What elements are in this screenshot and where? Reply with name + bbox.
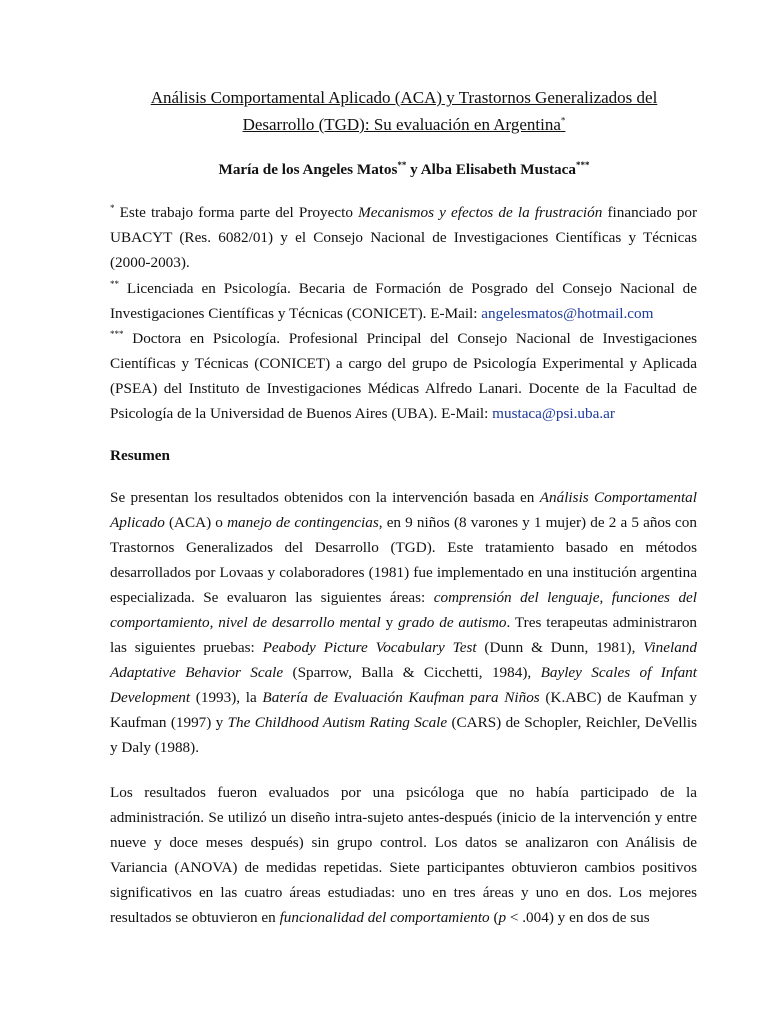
p1-text: , en 9 niños (8 varones y 1 mujer) de 2 a 5 años con Trastornos Generalizados del Desarrollo (TGD). Este tratamiento basado en métodos desarrollados por Lovaas y colaboradores (1981) fue implementado en una institución argentina especializada. Se evaluaron las siguientes áreas: <box>110 514 697 606</box>
p1-term: grado de autismo <box>398 614 507 631</box>
p1-text: (ACA) o <box>164 514 228 531</box>
p1-test-name: Bayley Scales of Infant Development <box>110 664 697 706</box>
author-2-mark: *** <box>575 159 590 170</box>
p1-text: (1993), la <box>190 689 263 706</box>
footnote-3-mark: *** <box>110 328 124 339</box>
title-line-2: Desarrollo (TGD): Su evaluación en Argentina <box>242 115 561 134</box>
p1-term: nivel de desarrollo mental <box>218 614 381 631</box>
p1-text: (CARS) de Schopler, Reichler, DeVellis y Daly (1988). <box>110 714 698 756</box>
p1-text: y <box>380 614 399 631</box>
footnote-3-text: Doctora en Psicología. Profesional Principal del Consejo Nacional de Investigaciones Científicas y Técnicas (CONICET) a cargo del grupo de Psicología Experimental y Aplicada (PSEA) del Instituto de Investigaciones Médicas Alfredo Lanari. Docente de la Facultad de Psicología de la Universidad de Buenos Aires (UBA). E-Mail: <box>110 330 697 422</box>
author-1: María de los Angeles Matos <box>218 161 398 178</box>
p1-test-name: Vineland Adaptative Behavior Scale <box>110 639 697 681</box>
footnote-1-mark: * <box>110 202 115 213</box>
footnote-2-text: Licenciada en Psicología. Becaria de Formación de Posgrado del Consejo Nacional de Investigaciones Científicas y Técnicas (CONICET). E-Mail: <box>110 280 697 322</box>
footnote-1 <box>110 200 697 275</box>
p1-text: . Tres terapeutas administraron las siguientes pruebas: <box>110 614 698 656</box>
p1-text: (K.ABC) de Kaufman y Kaufman (1997) y <box>110 689 698 731</box>
author-2: Alba Elisabeth Mustaca <box>420 161 576 178</box>
footnote-1-text-a: Este trabajo forma parte del Proyecto <box>114 204 359 221</box>
author-1-mark: ** <box>397 159 407 170</box>
p2-stat-symbol: p <box>498 909 507 926</box>
p2-text: < .004) y en dos de sus <box>506 909 650 926</box>
p1-term: manejo de contingencias <box>227 514 379 531</box>
p1-term: Análisis Comportamental Aplicado <box>110 489 697 531</box>
abstract-paragraph-1 <box>110 485 697 760</box>
p1-test-name: Batería de Evaluación Kaufman para Niños <box>262 689 540 706</box>
p1-text: , <box>209 614 219 631</box>
p2-text: Los resultados fueron evaluados por una psicóloga que no había participado de la administración. Se utilizó un diseño intra-sujeto antes-después (inicio de la intervención y entre nueve y doce meses después) sin grupo control. Los datos se analizaron con Análisis de Variancia (ANOVA) de medidas repetidas. Siete participantes obtuvieron cambios positivos significativos en las cuatro áreas estudiadas: uno en tres áreas y uno en dos. Los mejores resultados se obtuvieron en <box>110 784 697 926</box>
p1-text: , <box>599 589 612 606</box>
resumen-heading: Resumen <box>110 447 170 464</box>
p1-test-name: The Childhood Autism Rating Scale <box>227 714 448 731</box>
p1-term: funciones del comportamiento <box>110 589 698 631</box>
abstract-paragraph-2 <box>110 780 697 930</box>
author-line <box>110 159 698 181</box>
footnote-2-email-link[interactable]: angelesmatos@hotmail.com <box>481 305 654 322</box>
footnote-3 <box>110 326 697 426</box>
p1-test-name: Peabody Picture Vocabulary Test <box>262 639 477 656</box>
title-line-1: Análisis Comportamental Aplicado (ACA) y Trastornos Generalizados del <box>150 88 658 107</box>
footnote-3-email-link[interactable]: mustaca@psi.uba.ar <box>492 405 615 422</box>
p1-text: Se presentan los resultados obtenidos con la intervención basada en <box>110 489 540 506</box>
p2-text: ( <box>489 909 499 926</box>
footnote-2-mark: ** <box>110 278 119 289</box>
p2-term: funcionalidad del comportamiento <box>279 909 490 926</box>
title-footnote-mark: * <box>560 115 566 126</box>
p1-text: (Sparrow, Balla & Cicchetti, 1984), <box>283 664 541 681</box>
footnote-1-text-b: financiado por UBACYT (Res. 6082/01) y el Consejo Nacional de Investigaciones Científicas y Técnicas (2000-2003). <box>110 204 697 271</box>
footnote-2 <box>110 276 697 326</box>
footnote-1-project: Mecanismos y efectos de la frustración <box>358 204 603 221</box>
paper-title <box>110 84 698 138</box>
p1-term: comprensión del lenguaje <box>433 589 600 606</box>
author-separator: y <box>406 161 421 178</box>
p1-text: (Dunn & Dunn, 1981), <box>476 639 644 656</box>
